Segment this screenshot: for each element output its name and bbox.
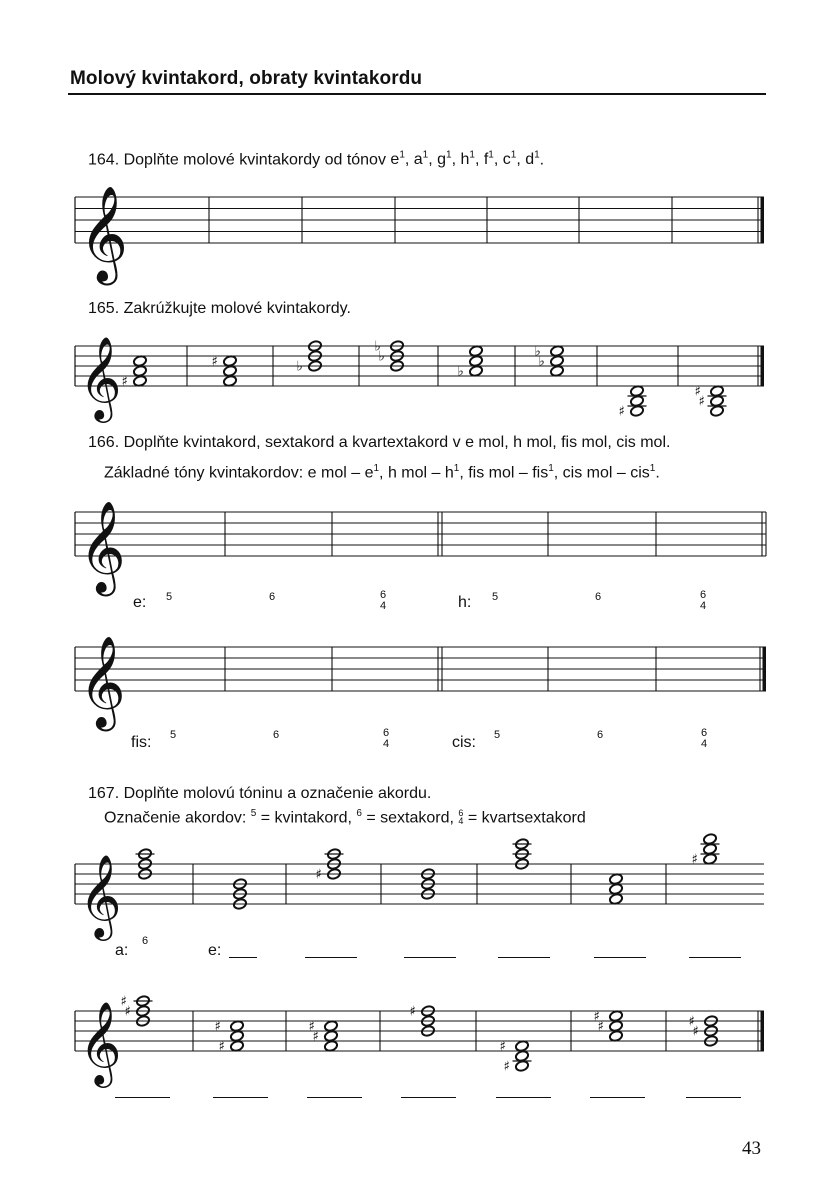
sharp-icon: ♯ — [691, 851, 699, 868]
whole-note — [133, 365, 148, 377]
ex166-l2c: , fis mol – fis — [459, 464, 549, 482]
ex166-l2a: Základné tóny kvintakordov: e mol – e — [104, 464, 374, 482]
ex166-l2d: , cis mol – cis — [553, 464, 650, 482]
ex164-sep: , — [493, 151, 503, 169]
whole-note — [550, 355, 565, 367]
treble-clef-icon: 𝄞 — [79, 184, 128, 282]
flat-icon: ♭ — [538, 353, 545, 370]
ex164-tone-octave: 1 — [469, 150, 475, 161]
sharp-icon: ♯ — [214, 1018, 222, 1035]
key-label-fis: fis: — [131, 734, 152, 751]
figure-5: 5 — [169, 729, 177, 741]
ex164-sep: , — [474, 151, 484, 169]
whole-note — [230, 1020, 245, 1032]
fig64-top: 6 — [699, 589, 707, 601]
ex164-sep: , — [451, 151, 461, 169]
figure-6: 6 — [594, 591, 602, 603]
whole-note — [609, 1030, 624, 1042]
ex164-sep: , — [428, 151, 438, 169]
sample-key-label: a: — [115, 942, 129, 959]
fig64-bottom: 4 — [699, 600, 707, 612]
sample-figure: 6 — [141, 935, 149, 947]
final-barline-thick — [763, 647, 767, 691]
sharp-icon: ♯ — [409, 1003, 417, 1020]
key-label-e: e: — [133, 594, 147, 611]
ex167-l2b: = kvintakord, — [256, 809, 357, 827]
second-key-label: e: — [208, 942, 222, 959]
sharp-icon: ♯ — [618, 403, 626, 420]
ex164-tone: e — [390, 151, 400, 169]
whole-note — [324, 1040, 339, 1052]
whole-note — [133, 355, 148, 367]
exercise-166-instruction-line1: 166. Doplňte kvintakord, sextakord a kvartextakord v e mol, h mol, fis mol, cis mol. — [88, 434, 671, 451]
ex166-l2b: , h mol – h — [379, 464, 454, 482]
ex164-tone-octave: 1 — [488, 150, 494, 161]
whole-note — [515, 1040, 530, 1052]
fig64-top: 6 — [379, 589, 387, 601]
sharp-icon: ♯ — [211, 353, 219, 370]
whole-note — [609, 1010, 624, 1022]
ex164-tone: a — [413, 151, 423, 169]
whole-note — [703, 833, 718, 845]
sharp-icon: ♯ — [121, 373, 129, 390]
treble-clef-icon: 𝄞 — [79, 634, 126, 728]
flat-icon: ♭ — [296, 358, 303, 375]
ex164-tone: c — [502, 151, 511, 169]
whole-note — [223, 355, 238, 367]
whole-note — [223, 375, 238, 387]
whole-note — [230, 1040, 245, 1052]
sharp-icon: ♯ — [312, 1028, 320, 1045]
fig64-bottom: 4 — [382, 738, 390, 750]
ex167-stack-bottom: 4 — [458, 816, 464, 827]
figure-6: 6 — [596, 729, 604, 741]
ex164-tone-octave: 1 — [510, 150, 517, 161]
ex166-sup-d: 1 — [649, 463, 656, 474]
ex167-sup6: 6 — [356, 808, 362, 819]
ex164-tone: h — [460, 151, 470, 169]
ex164-tone-octave: 1 — [399, 150, 405, 161]
whole-note — [469, 355, 484, 367]
sharp-icon: ♯ — [593, 1008, 601, 1025]
ex164-tone-octave: 1 — [534, 150, 540, 161]
page-number: 43 — [742, 1138, 761, 1159]
fig64-bottom: 4 — [379, 600, 387, 612]
ex167-l2c: = sextakord, — [361, 809, 459, 827]
whole-note — [609, 893, 624, 905]
exercise-167-instruction-line1: 167. Doplňte molovú tóninu a označenie akordu. — [88, 785, 432, 802]
ex164-sep: , — [516, 151, 526, 169]
treble-clef-icon: 𝄞 — [79, 853, 122, 937]
ex164-tone: d — [525, 151, 535, 169]
ex164-sep: , — [404, 151, 414, 169]
ex164-end: . — [539, 151, 545, 169]
whole-note — [324, 1020, 339, 1032]
whole-note — [710, 395, 725, 407]
sharp-icon: ♯ — [694, 383, 702, 400]
sharp-icon: ♯ — [218, 1038, 226, 1055]
whole-note — [703, 843, 718, 855]
figure-5: 5 — [165, 591, 173, 603]
whole-note — [230, 1030, 245, 1042]
sharp-icon: ♯ — [499, 1038, 507, 1055]
whole-note — [710, 405, 725, 417]
whole-note — [469, 365, 484, 377]
figure-6: 6 — [268, 591, 276, 603]
figure-5: 5 — [493, 729, 501, 741]
ex167-stack-top: 6 — [458, 808, 464, 819]
sharp-icon: ♯ — [315, 866, 323, 883]
whole-note — [630, 385, 645, 397]
final-barline-thick — [761, 197, 765, 243]
ex166-sup-b: 1 — [453, 463, 460, 474]
whole-note — [710, 385, 725, 397]
ex164-tone-octave: 1 — [422, 150, 429, 161]
flat-icon: ♭ — [378, 348, 385, 365]
whole-note — [515, 1050, 530, 1062]
whole-note — [550, 345, 565, 357]
flat-icon: ♭ — [534, 343, 541, 360]
final-barline-thick — [761, 346, 765, 386]
fig64-top: 6 — [382, 727, 390, 739]
treble-clef-icon: 𝄞 — [79, 499, 126, 593]
fig64-bottom: 4 — [700, 738, 708, 750]
whole-note — [703, 853, 718, 865]
ex167-sup5: 5 — [250, 808, 257, 819]
whole-note — [550, 365, 565, 377]
sharp-icon: ♯ — [597, 1018, 605, 1035]
ex167-l2a: Označenie akordov: — [104, 809, 251, 827]
whole-note — [515, 1060, 530, 1072]
sharp-icon: ♯ — [120, 993, 128, 1010]
figure-5: 5 — [491, 591, 499, 603]
treble-clef-icon: 𝄞 — [79, 1000, 122, 1084]
sharp-icon: ♯ — [124, 1003, 132, 1020]
final-barline-thick — [761, 1011, 765, 1051]
fig64-top: 6 — [700, 727, 708, 739]
ex164-text: 164. Doplňte molové kvintakordy od tónov — [88, 151, 391, 169]
page-title: Molový kvintakord, obraty kvintakordu — [70, 68, 423, 89]
sharp-icon: ♯ — [503, 1058, 511, 1075]
whole-note — [324, 1030, 339, 1042]
exercise-165-instruction: 165. Zakrúžkujte molové kvintakordy. — [88, 300, 351, 317]
key-label-h: h: — [458, 594, 472, 611]
whole-note — [609, 1020, 624, 1032]
whole-note — [223, 365, 238, 377]
ex167-l2d: = kvartsextakord — [463, 809, 586, 827]
sharp-icon: ♯ — [308, 1018, 316, 1035]
whole-note — [609, 873, 624, 885]
key-label-cis: cis: — [452, 734, 476, 751]
ex166-sup-a: 1 — [373, 463, 380, 474]
whole-note — [133, 375, 148, 387]
whole-note — [609, 883, 624, 895]
whole-note — [469, 345, 484, 357]
figure-6: 6 — [272, 729, 280, 741]
ex166-sup-c: 1 — [548, 463, 554, 474]
ex164-tone: f — [483, 151, 489, 169]
flat-icon: ♭ — [457, 363, 464, 380]
ex164-tone: g — [437, 151, 447, 169]
treble-clef-icon: 𝄞 — [79, 335, 122, 419]
sharp-icon: ♯ — [692, 1023, 700, 1040]
whole-note — [630, 395, 645, 407]
flat-icon: ♭ — [374, 338, 381, 355]
ex166-l2e: . — [655, 464, 660, 482]
sharp-icon: ♯ — [688, 1013, 696, 1030]
sharp-icon: ♯ — [698, 393, 706, 410]
whole-note — [630, 405, 645, 417]
ex164-tone-octave: 1 — [446, 150, 452, 161]
